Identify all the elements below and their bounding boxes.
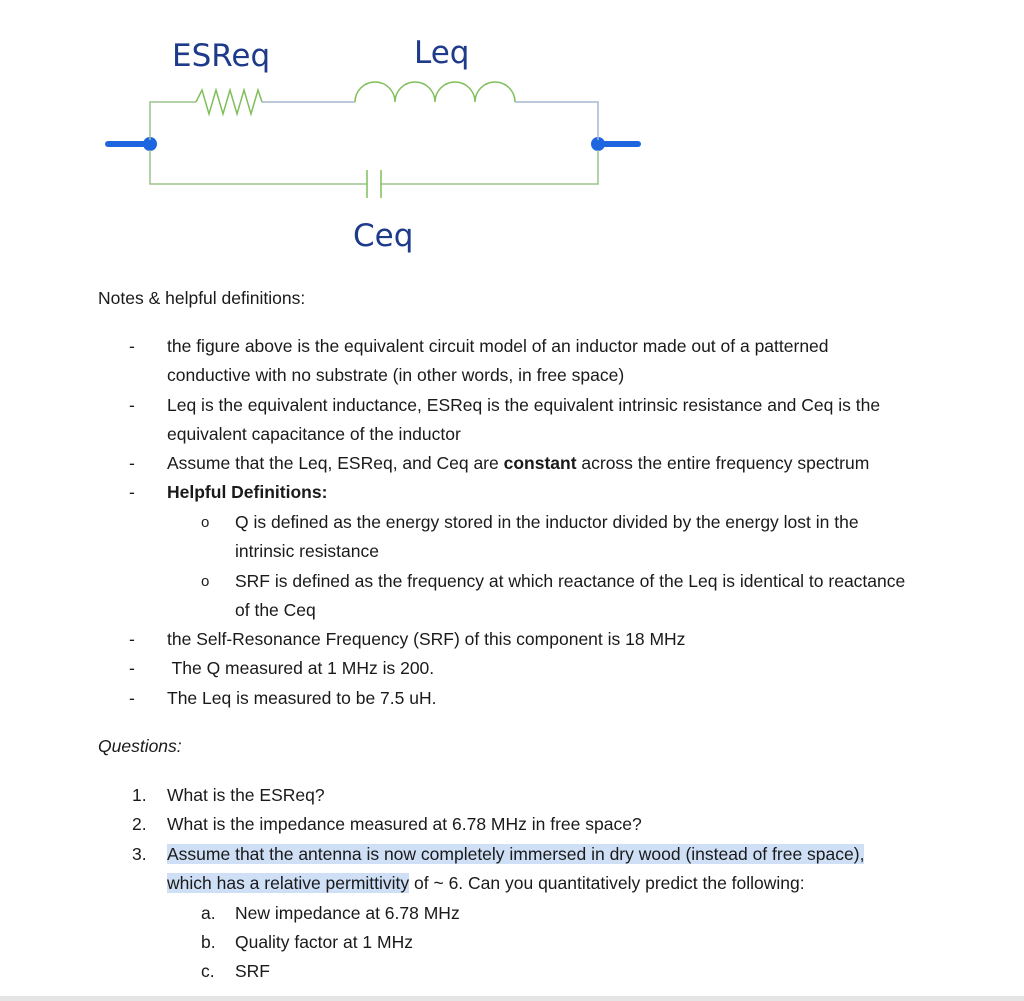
sub-question-b-letter: b. [201, 932, 216, 952]
top-right-wire [515, 102, 598, 140]
circle-bullet: o [201, 573, 210, 590]
inductor-symbol [355, 82, 515, 102]
note-q-value: The Q measured at 1 MHz is 200. [167, 658, 435, 678]
bullet-dash: - [129, 395, 135, 415]
bullet-dash: - [129, 688, 135, 708]
question-2-text: What is the impedance measured at 6.78 MHz in free space? [167, 814, 642, 834]
note-leq-value: The Leq is measured to be 7.5 uH. [167, 688, 437, 708]
sub-question-b-text: Quality factor at 1 MHz [235, 932, 413, 952]
sub-question-a-letter: a. [201, 903, 216, 923]
question-3-rest: of ~ 6. Can you quantitatively predict the following: [409, 873, 805, 893]
note-srf-value: the Self-Resonance Frequency (SRF) of this component is 18 MHz [167, 629, 686, 649]
bullet-dash: - [129, 629, 135, 649]
highlighted-text: Assume that the antenna is now completely immersed in dry wood (instead of free space), [167, 844, 865, 864]
sub-question-c-letter: c. [201, 961, 215, 981]
note-3-post: across the entire frequency spectrum [576, 453, 870, 473]
circle-bullet: o [201, 514, 210, 531]
helpful-definitions-heading: Helpful Definitions: [167, 482, 328, 502]
bottom-left-wire [150, 150, 367, 184]
note-1-line-2: conductive with no substrate (in other words, in free space) [167, 365, 625, 385]
note-3-bold: constant [503, 453, 577, 473]
question-2-number: 2. [132, 814, 147, 834]
definition-q-line-2: intrinsic resistance [235, 541, 379, 561]
circuit-diagram [0, 0, 1024, 290]
bullet-dash: - [129, 453, 135, 473]
note-2-line-1: Leq is the equivalent inductance, ESReq is the equivalent intrinsic resistance and Ceq is the [167, 395, 881, 415]
esr-label: ESReq [172, 38, 271, 74]
highlighted-text: which has a relative permittivity [167, 873, 410, 893]
definition-q-line-1: Q is defined as the energy stored in the inductor divided by the energy lost in the [235, 512, 859, 532]
bullet-dash: - [129, 336, 135, 356]
bottom-right-wire [381, 150, 598, 184]
questions-heading: Questions: [98, 736, 182, 756]
leq-label: Leq [414, 35, 470, 71]
definition-srf-line-1: SRF is defined as the frequency at which reactance of the Leq is identical to reactance [235, 571, 906, 591]
notes-heading: Notes & helpful definitions: [98, 288, 306, 308]
resistor-symbol [196, 90, 262, 114]
question-1-number: 1. [132, 785, 147, 805]
page-bottom-edge [0, 996, 1024, 1001]
question-3-line-1 [167, 840, 864, 869]
definition-srf-line-2: of the Ceq [235, 600, 316, 620]
bullet-dash: - [129, 658, 135, 678]
question-3-number: 3. [132, 844, 147, 864]
note-3 [167, 449, 869, 478]
top-left-wire [150, 102, 196, 140]
question-1-text: What is the ESReq? [167, 785, 325, 805]
sub-question-c-text: SRF [235, 961, 270, 981]
question-3-line-2 [167, 869, 805, 898]
ceq-label: Ceq [353, 218, 414, 254]
note-1-line-1: the figure above is the equivalent circuit model of an inductor made out of a patterned [167, 336, 829, 356]
sub-question-a-text: New impedance at 6.78 MHz [235, 903, 460, 923]
bullet-dash: - [129, 482, 135, 502]
note-3-pre: Assume that the Leq, ESReq, and Ceq are [167, 453, 504, 473]
note-2-line-2: equivalent capacitance of the inductor [167, 424, 461, 444]
